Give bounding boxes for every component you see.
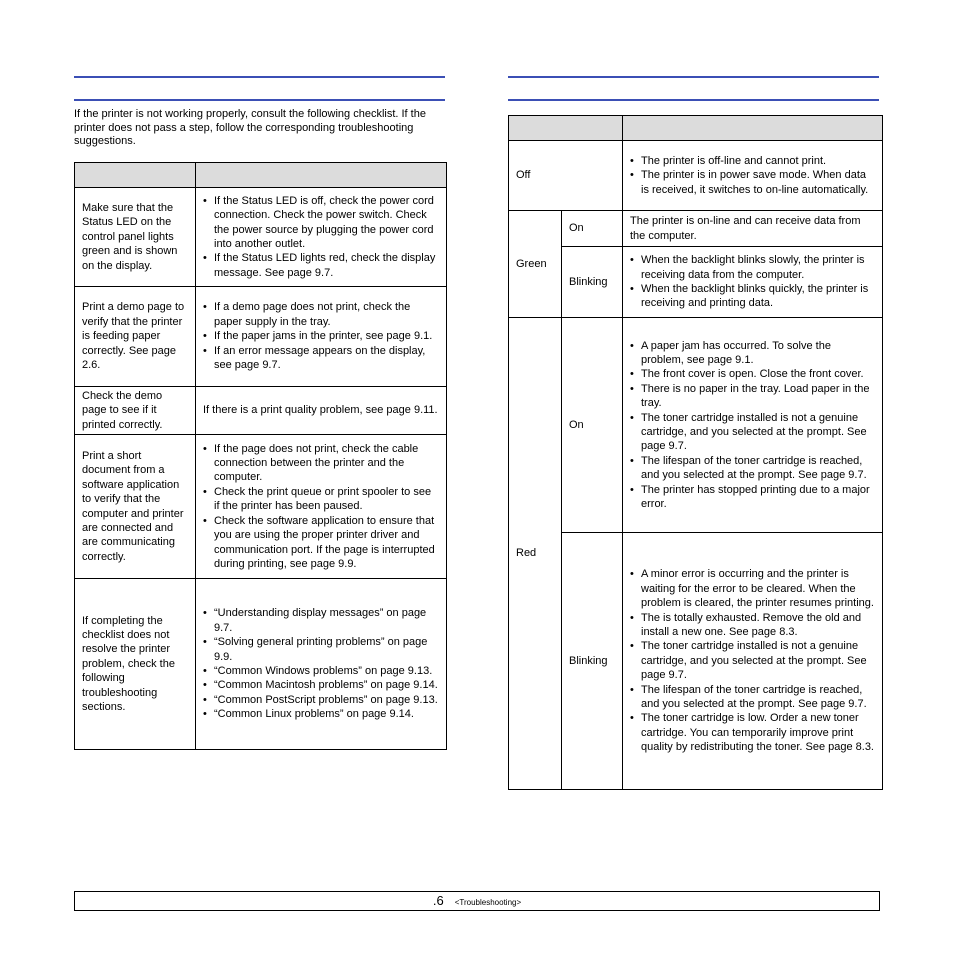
led-description — [623, 533, 883, 790]
status-led-table — [508, 115, 883, 790]
list-item: • “Understanding display messages” on page 9.7. — [203, 606, 439, 635]
table-row — [509, 318, 883, 533]
list-item: • If an error message appears on the display, see page 9.7. — [203, 344, 439, 373]
right-top-rule — [508, 76, 879, 78]
led-state-on: On — [562, 211, 623, 247]
list-item: • Check the software application to ensure that you are using the proper printer driver and communication port. If the page is interrupted during printing, see page 9.9. — [203, 514, 439, 572]
list-item: • If the paper jams in the printer, see page 9.1. — [203, 329, 439, 343]
checklist-table — [74, 162, 447, 750]
checklist-step: Print a demo page to verify that the printer is feeding paper correctly. See page 2.6. — [75, 287, 196, 387]
checklist-solution — [196, 435, 447, 579]
led-state-blinking: Blinking — [562, 247, 623, 318]
left-second-rule — [74, 99, 445, 101]
list-item: • If the Status LED is off, check the power cord connection. Check the power switch. Check the power source by plugging the power cord into another outlet. — [203, 194, 439, 252]
list-item: • If the page does not print, check the cable connection between the printer and the computer. — [203, 442, 439, 485]
page-number: .6 — [432, 893, 444, 908]
list-item: • The lifespan of the toner cartridge is reached, and you selected at the prompt. See page 9.7. — [630, 683, 875, 712]
led-description — [623, 141, 883, 211]
list-item: • The lifespan of the toner cartridge is reached, and you selected at the prompt. See page 9.7. — [630, 454, 875, 483]
list-item: • The toner cartridge installed is not a genuine cartridge, and you selected at the prompt. See page 9.7. — [630, 639, 875, 682]
checklist-step: Make sure that the Status LED on the control panel lights green and is shown on the display. — [75, 188, 196, 287]
list-item: • Check the print queue or print spooler to see if the printer has been paused. — [203, 485, 439, 514]
list-item: • When the backlight blinks quickly, the printer is receiving and printing data. — [630, 282, 875, 311]
list-item: • The printer has stopped printing due to a major error. — [630, 483, 875, 512]
table-header-row — [509, 116, 883, 141]
table-row — [75, 579, 447, 750]
checklist-step: If completing the checklist does not resolve the printer problem, check the following troubleshooting sections. — [75, 579, 196, 750]
table-row — [509, 533, 883, 790]
table-row — [509, 141, 883, 211]
list-item: • “Common Macintosh problems” on page 9.14. — [203, 678, 439, 692]
table-row — [75, 435, 447, 579]
led-description — [623, 318, 883, 533]
table-row — [75, 287, 447, 387]
list-item: • The printer is in power save mode. When data is received, it switches to on-line automatically. — [630, 168, 875, 197]
list-item: • When the backlight blinks slowly, the printer is receiving data from the computer. — [630, 253, 875, 282]
table-row — [509, 211, 883, 247]
list-item: • The printer is off-line and cannot print. — [630, 154, 875, 168]
page-footer — [74, 891, 880, 911]
left-top-rule — [74, 76, 445, 78]
section-name: <Troubleshooting> — [454, 898, 522, 907]
table-row — [75, 188, 447, 287]
list-item: • “Common PostScript problems” on page 9.13. — [203, 693, 439, 707]
intro-paragraph: If the printer is not working properly, consult the following checklist. If the printer does not pass a step, follow the corresponding troubleshooting suggestions. — [74, 108, 426, 147]
list-item: • “Common Linux problems” on page 9.14. — [203, 707, 439, 721]
led-status-green: Green — [509, 211, 562, 318]
checklist-solution — [196, 579, 447, 750]
led-state-on: On — [562, 318, 623, 533]
checklist-solution — [196, 287, 447, 387]
list-item: • There is no paper in the tray. Load paper in the tray. — [630, 382, 875, 411]
table-header-row — [75, 163, 447, 188]
list-item: • The toner cartridge is low. Order a new toner cartridge. You can temporarily improve print quality by redistributing the toner. See page 8.3. — [630, 711, 875, 754]
led-description — [623, 247, 883, 318]
table-row — [75, 387, 447, 435]
right-second-rule — [508, 99, 879, 101]
list-item: • The is totally exhausted. Remove the old and install a new one. See page 8.3. — [630, 611, 875, 640]
list-item: • A paper jam has occurred. To solve the problem, see page 9.1. — [630, 339, 875, 368]
led-status-red: Red — [509, 318, 562, 790]
list-item: • A minor error is occurring and the printer is waiting for the error to be cleared. When the problem is cleared, the printer resumes printing. — [630, 567, 875, 610]
checklist-solution — [196, 188, 447, 287]
list-item: • If a demo page does not print, check the paper supply in the tray. — [203, 300, 439, 329]
list-item: • “Common Windows problems” on page 9.13. — [203, 664, 439, 678]
list-item: • If the Status LED lights red, check the display message. See page 9.7. — [203, 251, 439, 280]
checklist-step: Print a short document from a software application to verify that the computer and printer are connected and are communicating correctly. — [75, 435, 196, 579]
led-description: The printer is on-line and can receive data from the computer. — [623, 211, 883, 247]
list-item: • The front cover is open. Close the front cover. — [630, 367, 875, 381]
checklist-step: Check the demo page to see if it printed correctly. — [75, 387, 196, 435]
list-item: • “Solving general printing problems” on page 9.9. — [203, 635, 439, 664]
led-state-blinking: Blinking — [562, 533, 623, 790]
checklist-solution: If there is a print quality problem, see page 9.11. — [196, 387, 447, 435]
led-status-off: Off — [509, 141, 623, 211]
list-item: • The toner cartridge installed is not a genuine cartridge, and you selected at the prompt. See page 9.7. — [630, 411, 875, 454]
table-row — [509, 247, 883, 318]
